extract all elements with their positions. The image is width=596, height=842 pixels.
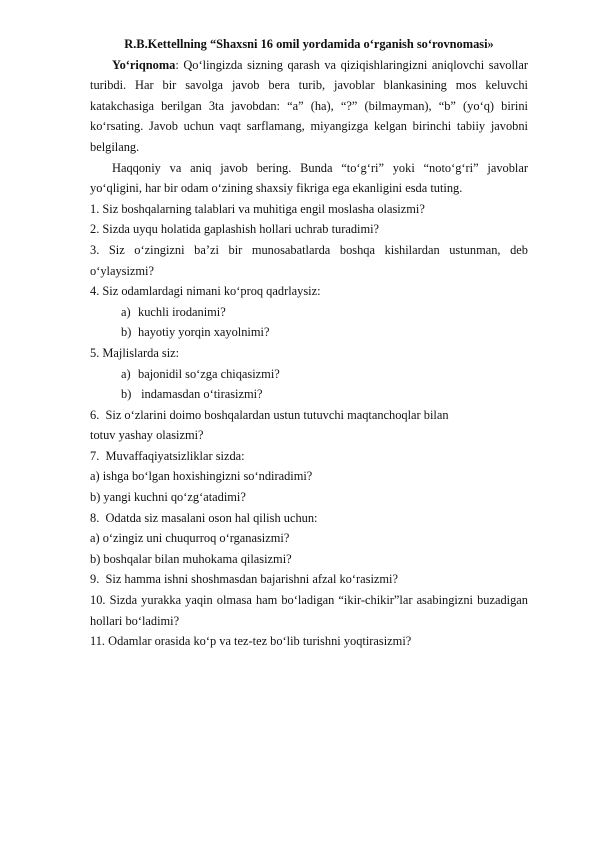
question-5-option-b	[90, 384, 528, 405]
document-content	[90, 34, 528, 652]
option-text: hayotiy yorqin xayolnimi?	[138, 325, 270, 340]
option-letter: a)	[121, 366, 131, 381]
question-7-option-a: a) ishga bo‘lgan hoxishingizni so‘ndiradimi?	[90, 469, 313, 484]
option-text: indamasdan o‘tirasizmi?	[138, 387, 263, 402]
question-8: 8. Odatda siz masalani oson hal qilish uchun:	[90, 510, 318, 525]
option-letter: b)	[121, 387, 132, 402]
question-11: 11. Odamlar orasida ko‘p va tez-tez bo‘lib turishni yoqtirasizmi?	[90, 634, 412, 649]
instruction-text: : Qo‘lingizda sizning qarash va qiziqishlaringizni aniqlovchi savollar turibdi. Har bir savolga javob bera turib, javoblar blankasining mos keluvchi katakchasiga berilgan 3ta javobdan: “a” (ha), “?” (bilmayman), “b” (yo‘q) birini ko‘rsating. Javob uchun vaqt sarflamang, miyangizga kelgan birinchi tabiiy javobni belgilang.	[90, 57, 528, 154]
option-text: bajonidil so‘zga chiqasizmi?	[138, 366, 280, 381]
document-title: R.B.Kettellning “Shaxsni 16 omil yordamida o‘rganish so‘rovnomasi»	[124, 37, 494, 51]
question-6-line-1: 6. Siz o‘zlarini doimo boshqalardan ustun tutuvchi maqtanchoqlar bilan	[90, 407, 449, 422]
question-3: 3. Siz o‘zingizni ba’zi bir munosabatlarda boshqa kishilardan ustunman, deb o‘ylaysizmi?	[90, 242, 528, 278]
question-1: 1. Siz boshqalarning talablari va muhitiga engil moslasha olasizmi?	[90, 201, 425, 216]
question-7: 7. Muvaffaqiyatsizliklar sizda:	[90, 448, 245, 463]
question-10: 10. Sizda yurakka yaqin olmasa ham bo‘ladigan “ikir-chikir”lar asabingizni buzadigan hollari bo‘ladimi?	[90, 593, 528, 628]
option-letter: a)	[121, 304, 131, 319]
instruction-paragraph-2: Haqqoniy va aniq javob bering. Bunda “to‘g‘ri” yoki “noto‘g‘ri” javoblar yo‘qligini, har bir odam o‘zining shaxsiy fikriga ega ekanligini esda tuting.	[90, 160, 528, 196]
question-5: 5. Majlislarda siz:	[90, 345, 180, 360]
question-8-option-b: b) boshqalar bilan muhokama qilasizmi?	[90, 551, 292, 566]
question-5-option-a	[90, 364, 528, 385]
question-4: 4. Siz odamlardagi nimani ko‘proq qadrlaysiz:	[90, 284, 321, 299]
option-text: kuchli irodanimi?	[138, 304, 226, 319]
question-6-line-2: totuv yashay olasizmi?	[90, 428, 204, 443]
option-letter: b)	[121, 325, 132, 340]
question-4-option-a	[90, 302, 528, 323]
instruction-label: Yo‘riqnoma	[112, 57, 176, 72]
question-4-option-b	[90, 322, 528, 343]
question-9: 9. Siz hamma ishni shoshmasdan bajarishni afzal ko‘rasizmi?	[90, 572, 398, 587]
instruction-paragraph	[90, 55, 528, 158]
question-2: 2. Sizda uyqu holatida gaplashish hollari uchrab turadimi?	[90, 222, 380, 237]
question-8-option-a: a) o‘zingiz uni chuqurroq o‘rganasizmi?	[90, 531, 290, 546]
question-7-option-b: b) yangi kuchni qo‘zg‘atadimi?	[90, 490, 246, 505]
